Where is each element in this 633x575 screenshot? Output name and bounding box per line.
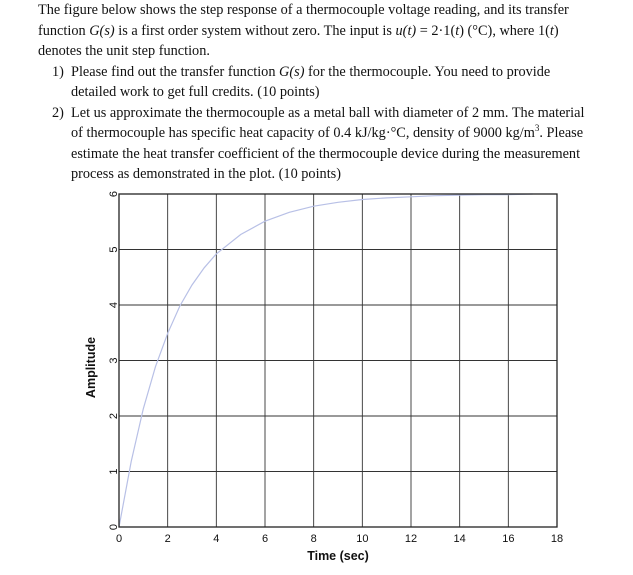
y-tick-label: 2 [108,412,120,420]
question-2-number: 2) [52,104,64,121]
q2-text-2c: . Please [539,125,584,141]
y-tick-label: 4 [108,301,120,309]
intro-text-2g: ) (°C), where 1( [459,22,550,39]
x-axis-label: Time (sec) [307,549,369,563]
x-tick-label: 12 [404,533,418,545]
y-tick-label: 6 [108,190,120,198]
q1-text-1c: for the thermocouple. You need to provide [304,63,551,80]
intro-text-2c: is a first order system without zero. The input is [114,22,396,39]
x-tick-label: 0 [115,533,123,545]
q2-superscript: 3 [534,123,540,134]
question-1-number: 1) [52,63,64,80]
tick-labels [108,191,563,545]
q1-text-2: detailed work to get full credits. (10 points) [71,84,320,100]
intro-gs: G(s) [89,22,115,39]
q2-text-2a: of thermocouple has specific heat capacity of 0.4 kJ/kg·°C, density of 9000 kg/m [71,125,535,141]
intro-text-2i: ) [553,22,559,39]
x-tick-label: 2 [164,533,171,545]
x-tick-label: 6 [261,533,269,545]
x-tick-label: 18 [550,533,564,545]
x-tick-label: 10 [356,533,369,545]
intro-text-1: The figure below shows the step response of a thermocouple voltage reading, and its transfer [38,2,569,18]
intro-t2: t [549,22,554,39]
q1-gs: G(s) [279,63,305,80]
y-tick-label: 1 [108,468,120,475]
intro-text-3: denotes the unit step function. [38,43,210,59]
x-tick-label: 14 [453,533,466,545]
q1-text-1a: Please find out the transfer function [71,63,280,80]
q2-text-3: estimate the heat transfer coefficient of the thermocouple device during the measurement [71,145,581,162]
y-tick-label: 0 [108,523,120,531]
y-tick-label: 5 [108,246,120,253]
y-tick-label: 3 [108,357,120,364]
q2-text-1: Let us approximate the thermocouple as a metal ball with diameter of 2 mm. The material [71,104,585,121]
y-axis-label: Amplitude [84,336,98,399]
intro-text-2a: function [38,22,90,39]
x-tick-label: 8 [310,533,317,545]
intro-text-2e: = 2·1( [416,22,456,39]
intro-ut: u(t) [395,22,417,39]
x-tick-label: 16 [502,533,515,545]
q2-text-4: process as demonstrated in the plot. (10 points) [71,166,342,182]
intro-t1: t [455,22,460,39]
x-tick-label: 4 [213,533,220,545]
grid [119,194,557,527]
